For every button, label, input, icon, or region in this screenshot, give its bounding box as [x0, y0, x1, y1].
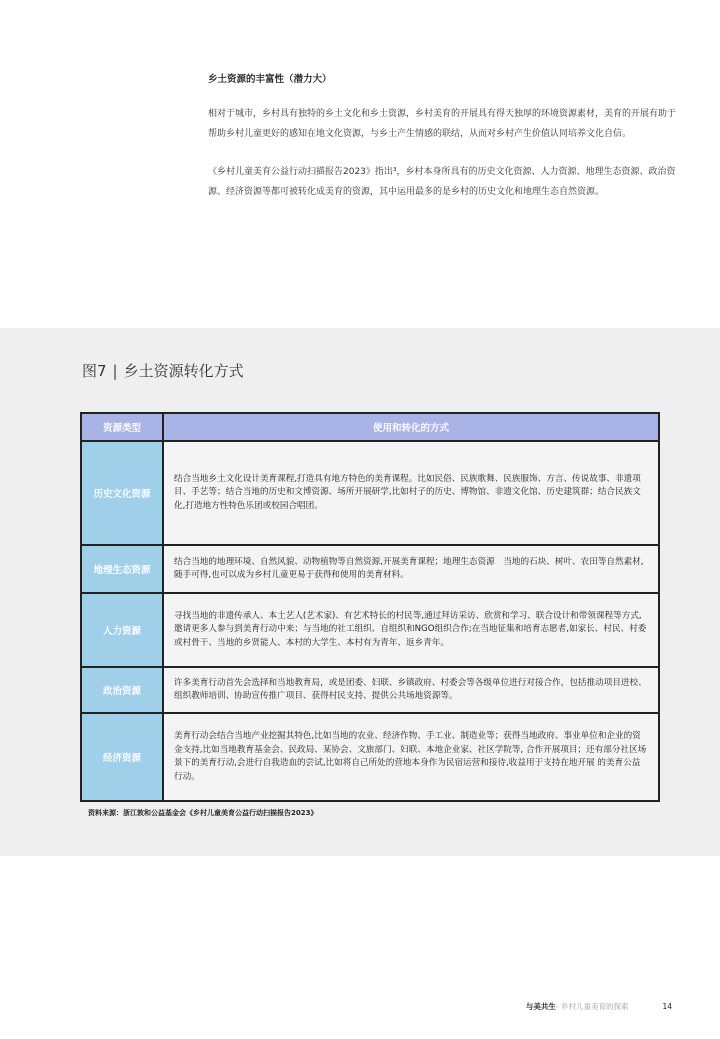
header-resource-type: 资源类型 — [81, 413, 163, 441]
table-header-row — [81, 413, 659, 441]
footer-subtitle: - 乡村儿童美育的探索 — [555, 1002, 629, 1011]
table-row — [81, 593, 659, 667]
row-type-cell: 地理生态资源 — [81, 545, 163, 593]
row-desc-cell: 结合当地乡土文化设计美育课程,打造具有地方特色的美育课程。比如民俗、民族歌舞、民族服饰、方言、传说故事、非遗项目、手艺等；结合当地的历史和文博资源、场所开展研学,比如村子的历史、博物馆、非遗文化馆、历史建筑群；结合民族文化,打造地方性特色乐团或校园合唱团。 — [163, 441, 659, 545]
intro-paragraph-2: 《乡村儿童美育公益行动扫描报告2023》指出³，乡村本身所具有的历史文化资源、人力资源、地理生态资源、政治资源、经济资源等都可被转化成美育的资源，其中运用最多的是乡村的历史文化和地理生态自然资源。 — [208, 167, 676, 197]
row-type-cell: 政治资源 — [81, 667, 163, 713]
footer-brand: 与美共生 — [525, 1002, 556, 1011]
row-desc-cell: 结合当地的地理环境、自然风貌、动物植物等自然资源,开展美育课程；地理生态资源 当地的石块、树叶、农田等自然素材,随手可得,也可以成为乡村儿童更易于获得和使用的美育材料。 — [163, 545, 659, 593]
row-desc-cell: 许多美育行动首先会选择和当地教育局，或是团委、妇联、乡镇政府、村委会等各级单位进行对接合作，包括推动项目进校、组织教师培训、协助宣传推广项目、获得村民支持、提供公共场地资源等。 — [163, 667, 659, 713]
page-number: 14 — [662, 1002, 672, 1011]
intro-section — [208, 72, 682, 220]
figure-title — [82, 360, 244, 382]
section-heading: 乡土资源的丰富性（潜力大） — [208, 74, 332, 85]
intro-paragraph-1: 相对于城市，乡村具有独特的乡土文化和乡土资源，乡村美育的开展具有得天独厚的环境资源素材，美育的开展有助于帮助乡村儿童更好的感知在地文化资源，与乡土产生情感的联结，从而对乡村产生价值认同培养文化自信。 — [208, 109, 677, 139]
figure-number: 图7 — [82, 362, 107, 380]
figure-separator: | — [112, 362, 118, 380]
table-row — [81, 713, 659, 801]
source-note: 资料来源：浙江敦和公益基金会《乡村儿童美育公益行动扫描报告2023》 — [88, 809, 318, 817]
figure-title-text: 乡土资源转化方式 — [123, 362, 244, 380]
row-type-cell: 经济资源 — [81, 713, 163, 801]
resource-table — [80, 412, 660, 802]
row-desc-cell: 美育行动会结合当地产业挖掘其特色,比如当地的农业、经济作物、手工业、制造业等；获得当地政府、事业单位和企业的资金支持,比如当地教育基金会、民政局、某协会、文旅部门、妇联、本地企业家、社区学院等, 合作开展项目；还有部分社区场景下的美育行动,会进行自我造血的尝试,比如将自己所处的营地本身作为民宿运营和接待,收益用于支持在地开展 的美育公益行动。 — [163, 713, 659, 801]
row-type-cell: 人力资源 — [81, 593, 163, 667]
header-usage: 使用和转化的方式 — [163, 413, 659, 441]
table-row — [81, 441, 659, 545]
table-row — [81, 667, 659, 713]
row-desc-cell: 寻找当地的非遗传承人、本土艺人(艺术家)、有艺术特长的村民等,通过拜访采访、欣赏和学习、联合设计和带领课程等方式,邀请更多人参与到美育行动中来；与当地的社工组织、自组织和NGO组织合作;在当地征集和培育志愿者,如家长、村民、村委或村骨干、当地的乡贤能人、本村的大学生、本村有为青年、返乡青年。 — [163, 593, 659, 667]
row-type-cell: 历史文化资源 — [81, 441, 163, 545]
table-row — [81, 545, 659, 593]
page-footer — [526, 1001, 672, 1012]
